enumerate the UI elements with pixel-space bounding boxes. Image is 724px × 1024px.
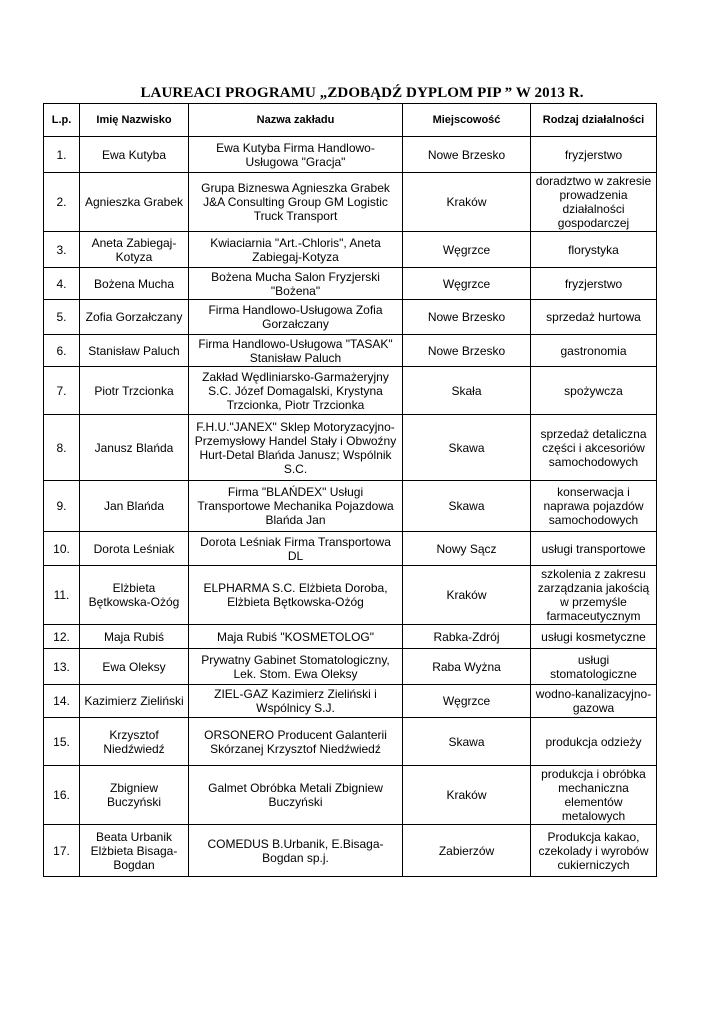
table-row	[44, 335, 657, 367]
cell-city: Skała	[403, 367, 531, 415]
cell-company: ELPHARMA S.C. Elżbieta Doroba, Elżbieta Bętkowska-Ożóg	[189, 566, 403, 625]
cell-company: Firma Handlowo-Usługowa Zofia Gorzałczany	[189, 300, 403, 335]
cell-lp: 10.	[44, 532, 80, 566]
cell-lp: 1.	[44, 137, 80, 173]
cell-city: Skawa	[403, 415, 531, 481]
cell-name: Krzysztof Niedźwiedź	[80, 718, 189, 766]
table-row	[44, 649, 657, 685]
table-row	[44, 825, 657, 877]
cell-name: Dorota Leśniak	[80, 532, 189, 566]
cell-company: Kwiaciarnia "Art.-Chloris", Aneta Zabiegaj-Kotyza	[189, 232, 403, 268]
cell-name: Agnieszka Grabek	[80, 173, 189, 232]
cell-city: Nowe Brzesko	[403, 300, 531, 335]
table-row	[44, 766, 657, 825]
cell-lp: 7.	[44, 367, 80, 415]
cell-company: Firma Handlowo-Usługowa "TASAK" Stanisław Paluch	[189, 335, 403, 367]
cell-activity: produkcja i obróbka mechaniczna elementów metalowych	[531, 766, 657, 825]
cell-city: Zabierzów	[403, 825, 531, 877]
cell-activity: doradztwo w zakresie prowadzenia działalności gospodarczej	[531, 173, 657, 232]
cell-lp: 13.	[44, 649, 80, 685]
header-name: Imię Nazwisko	[80, 104, 189, 137]
cell-company: Ewa Kutyba Firma Handlowo-Usługowa "Gracja"	[189, 137, 403, 173]
cell-name: Aneta Zabiegaj-Kotyza	[80, 232, 189, 268]
cell-city: Skawa	[403, 481, 531, 532]
cell-activity: produkcja odzieży	[531, 718, 657, 766]
table-row	[44, 481, 657, 532]
table-row	[44, 625, 657, 649]
cell-name: Beata Urbanik Elżbieta Bisaga-Bogdan	[80, 825, 189, 877]
cell-city: Raba Wyżna	[403, 649, 531, 685]
cell-name: Janusz Blańda	[80, 415, 189, 481]
cell-name: Ewa Oleksy	[80, 649, 189, 685]
cell-activity: sprzedaż detaliczna części i akcesoriów samochodowych	[531, 415, 657, 481]
cell-name: Ewa Kutyba	[80, 137, 189, 173]
cell-lp: 17.	[44, 825, 80, 877]
cell-lp: 2.	[44, 173, 80, 232]
cell-company: Prywatny Gabinet Stomatologiczny, Lek. Stom. Ewa Oleksy	[189, 649, 403, 685]
cell-city: Nowy Sącz	[403, 532, 531, 566]
header-lp: L.p.	[44, 104, 80, 137]
table-row	[44, 718, 657, 766]
cell-name: Zbigniew Buczyński	[80, 766, 189, 825]
cell-activity: florystyka	[531, 232, 657, 268]
cell-company: Dorota Leśniak Firma Transportowa DL	[189, 532, 403, 566]
table-row	[44, 367, 657, 415]
cell-company: Grupa Bizneswa Agnieszka Grabek J&A Consulting Group GM Logistic Truck Transport	[189, 173, 403, 232]
cell-name: Zofia Gorzałczany	[80, 300, 189, 335]
cell-activity: fryzjerstwo	[531, 137, 657, 173]
cell-activity: Produkcja kakao, czekolady i wyrobów cukierniczych	[531, 825, 657, 877]
cell-activity: wodno-kanalizacyjno-gazowa	[531, 685, 657, 718]
cell-activity: spożywcza	[531, 367, 657, 415]
cell-activity: konserwacja i naprawa pojazdów samochodowych	[531, 481, 657, 532]
cell-city: Węgrzce	[403, 268, 531, 300]
header-activity: Rodzaj działalności	[531, 104, 657, 137]
table-row	[44, 532, 657, 566]
cell-activity: szkolenia z zakresu zarządzania jakością w przemyśle farmaceutycznym	[531, 566, 657, 625]
cell-city: Węgrzce	[403, 232, 531, 268]
cell-name: Bożena Mucha	[80, 268, 189, 300]
cell-company: Zakład Wędliniarsko-Garmażeryjny S.C. Józef Domagalski, Krystyna Trzcionka, Piotr Trzcionka	[189, 367, 403, 415]
cell-company: Bożena Mucha Salon Fryzjerski "Bożena"	[189, 268, 403, 300]
cell-company: Firma "BLAŃDEX" Usługi Transportowe Mechanika Pojazdowa Blańda Jan	[189, 481, 403, 532]
table-row	[44, 137, 657, 173]
cell-city: Skawa	[403, 718, 531, 766]
table-row	[44, 415, 657, 481]
cell-lp: 16.	[44, 766, 80, 825]
cell-company: ZIEL-GAZ Kazimierz Zieliński i Wspólnicy S.J.	[189, 685, 403, 718]
table-row	[44, 173, 657, 232]
cell-name: Piotr Trzcionka	[80, 367, 189, 415]
cell-lp: 11.	[44, 566, 80, 625]
cell-city: Kraków	[403, 173, 531, 232]
cell-lp: 14.	[44, 685, 80, 718]
cell-activity: fryzjerstwo	[531, 268, 657, 300]
cell-city: Rabka-Zdrój	[403, 625, 531, 649]
table-row	[44, 566, 657, 625]
cell-lp: 9.	[44, 481, 80, 532]
cell-lp: 5.	[44, 300, 80, 335]
cell-lp: 3.	[44, 232, 80, 268]
cell-name: Elżbieta Bętkowska-Ożóg	[80, 566, 189, 625]
cell-city: Kraków	[403, 766, 531, 825]
cell-activity: gastronomia	[531, 335, 657, 367]
header-company: Nazwa zakładu	[189, 104, 403, 137]
cell-activity: usługi transportowe	[531, 532, 657, 566]
table-header-row	[44, 104, 657, 137]
cell-city: Nowe Brzesko	[403, 335, 531, 367]
table-body	[44, 137, 657, 877]
page-title: LAUREACI PROGRAMU „ZDOBĄDŹ DYPLOM PIP ” W 2013 R.	[140, 85, 584, 101]
cell-name: Kazimierz Zieliński	[80, 685, 189, 718]
table-row	[44, 232, 657, 268]
cell-activity: sprzedaż hurtowa	[531, 300, 657, 335]
cell-company: F.H.U."JANEX" Sklep Motoryzacyjno-Przemysłowy Handel Stały i Obwoźny Hurt-Detal Blańda Janusz; Wspólnik S.C.	[189, 415, 403, 481]
cell-activity: usługi kosmetyczne	[531, 625, 657, 649]
cell-lp: 4.	[44, 268, 80, 300]
table-row	[44, 300, 657, 335]
table-row	[44, 268, 657, 300]
cell-company: Maja Rubiś "KOSMETOLOG"	[189, 625, 403, 649]
cell-company: Galmet Obróbka Metali Zbigniew Buczyński	[189, 766, 403, 825]
cell-lp: 15.	[44, 718, 80, 766]
cell-lp: 8.	[44, 415, 80, 481]
cell-name: Stanisław Paluch	[80, 335, 189, 367]
cell-lp: 12.	[44, 625, 80, 649]
cell-city: Węgrzce	[403, 685, 531, 718]
cell-company: ORSONERO Producent Galanterii Skórzanej Krzysztof Niedźwiedź	[189, 718, 403, 766]
laureates-table	[43, 103, 657, 877]
cell-city: Nowe Brzesko	[403, 137, 531, 173]
header-city: Miejscowość	[403, 104, 531, 137]
cell-activity: usługi stomatologiczne	[531, 649, 657, 685]
table-row	[44, 685, 657, 718]
cell-name: Maja Rubiś	[80, 625, 189, 649]
cell-company: COMEDUS B.Urbanik, E.Bisaga-Bogdan sp.j.	[189, 825, 403, 877]
cell-lp: 6.	[44, 335, 80, 367]
cell-name: Jan Blańda	[80, 481, 189, 532]
cell-city: Kraków	[403, 566, 531, 625]
